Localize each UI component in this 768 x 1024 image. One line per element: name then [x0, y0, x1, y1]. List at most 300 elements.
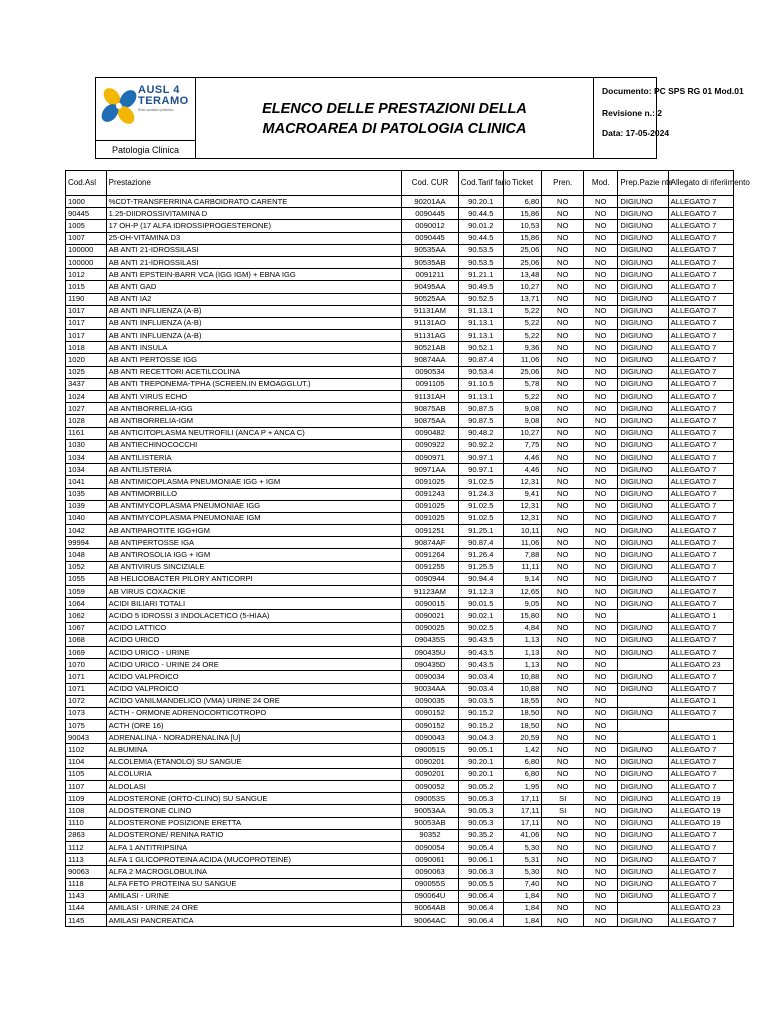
- title-line-2: MACROAREA DI PATOLOGIA CLINICA: [262, 120, 527, 137]
- col-header-mod: Mod.: [584, 171, 618, 196]
- cell-prep-paziente: DIGIUNO: [618, 793, 668, 805]
- cell-cod-asl: 1113: [66, 854, 107, 866]
- cell-prestazione: AB ANTI PERTOSSE IGG: [106, 354, 401, 366]
- cell-allegato: ALLEGATO 19: [668, 805, 733, 817]
- cell-prestazione: %CDT-TRANSFERRINA CARBOIDRATO CARENTE: [106, 196, 401, 208]
- cell-prestazione: AB ANTI 21-IDROSSILASI: [106, 256, 401, 268]
- table-row: [66, 512, 734, 524]
- cell-prep-paziente: DIGIUNO: [618, 488, 668, 500]
- cell-ticket: 10,88: [503, 683, 542, 695]
- cell-cod-cur: 0090025: [402, 622, 459, 634]
- cell-ticket: 6,80: [503, 756, 542, 768]
- cell-prep-paziente: DIGIUNO: [618, 598, 668, 610]
- cell-allegato: ALLEGATO 7: [668, 561, 733, 573]
- cell-cod-asl: 1052: [66, 561, 107, 573]
- cell-ticket: 13,71: [503, 293, 542, 305]
- cell-cod-tariffario: 90.87.5: [458, 415, 503, 427]
- cell-prep-paziente: DIGIUNO: [618, 512, 668, 524]
- cell-prestazione: ACTH (ORE 16): [106, 720, 401, 732]
- cell-cod-asl: 1190: [66, 293, 107, 305]
- cell-mod: NO: [584, 744, 618, 756]
- table-row: [66, 378, 734, 390]
- cell-allegato: ALLEGATO 7: [668, 451, 733, 463]
- cell-prestazione: AB ANTIVIRUS SINCIZIALE: [106, 561, 401, 573]
- cell-allegato: ALLEGATO 7: [668, 488, 733, 500]
- cell-prestazione: ACIDO LATTICO: [106, 622, 401, 634]
- cell-prestazione: AB ANTI INSULA: [106, 342, 401, 354]
- cell-mod: NO: [584, 829, 618, 841]
- cell-cod-cur: 90053AB: [402, 817, 459, 829]
- cell-allegato: ALLEGATO 7: [668, 391, 733, 403]
- cell-ticket: 17,11: [503, 805, 542, 817]
- cell-cod-tariffario: 90.06.3: [458, 866, 503, 878]
- cell-cod-cur: 91123AM: [402, 586, 459, 598]
- cell-prep-paziente: DIGIUNO: [618, 561, 668, 573]
- cell-prestazione: ALDOSTERONE/ RENINA RATIO: [106, 829, 401, 841]
- cell-prep-paziente: DIGIUNO: [618, 549, 668, 561]
- cell-mod: NO: [584, 720, 618, 732]
- table-row: [66, 695, 734, 707]
- cell-ticket: 4,84: [503, 622, 542, 634]
- cell-mod: NO: [584, 561, 618, 573]
- cell-mod: NO: [584, 683, 618, 695]
- cell-cod-cur: 0090061: [402, 854, 459, 866]
- cell-prep-paziente: DIGIUNO: [618, 768, 668, 780]
- cell-allegato: ALLEGATO 7: [668, 439, 733, 451]
- col-header-prep-paziente: Prep.Pazie nte: [618, 171, 668, 196]
- cell-prestazione: AB ANTIBORRELIA-IGG: [106, 403, 401, 415]
- cell-mod: NO: [584, 317, 618, 329]
- cell-prep-paziente: DIGIUNO: [618, 342, 668, 354]
- cell-cod-tariffario: 90.05.1: [458, 744, 503, 756]
- cell-cod-cur: 090051S: [402, 744, 459, 756]
- cell-mod: NO: [584, 768, 618, 780]
- cell-prestazione: AB ANTIECHINOCOCCHI: [106, 439, 401, 451]
- cell-prestazione: 1.25-DIIDROSSIVITAMINA D: [106, 208, 401, 220]
- cell-cod-asl: 1064: [66, 598, 107, 610]
- cell-cod-asl: 1118: [66, 878, 107, 890]
- logo-text-teramo: TERAMO: [138, 95, 189, 107]
- document-date: Data: 17-05-2024: [602, 128, 670, 138]
- cell-cod-tariffario: 91.13.1: [458, 330, 503, 342]
- cell-prep-paziente: [618, 659, 668, 671]
- cell-cod-tariffario: 90.53.5: [458, 256, 503, 268]
- cell-cod-tariffario: 90.04.3: [458, 732, 503, 744]
- cell-ticket: 25,06: [503, 256, 542, 268]
- cell-prep-paziente: DIGIUNO: [618, 415, 668, 427]
- cell-mod: NO: [584, 451, 618, 463]
- table-row: [66, 744, 734, 756]
- cell-cod-asl: 1062: [66, 610, 107, 622]
- cell-allegato: [668, 720, 733, 732]
- cell-allegato: ALLEGATO 23: [668, 659, 733, 671]
- cell-cod-tariffario: 91.12.3: [458, 586, 503, 598]
- cell-pren: NO: [542, 659, 584, 671]
- cell-cod-asl: 1071: [66, 671, 107, 683]
- cell-prep-paziente: DIGIUNO: [618, 500, 668, 512]
- cell-ticket: 17,11: [503, 793, 542, 805]
- cell-prestazione: ALFA 2 MACROGLOBULINA: [106, 866, 401, 878]
- cell-cod-tariffario: 90.97.1: [458, 451, 503, 463]
- cell-mod: NO: [584, 232, 618, 244]
- cell-allegato: ALLEGATO 7: [668, 841, 733, 853]
- cell-prestazione: AMILASI - URINE 24 ORE: [106, 902, 401, 914]
- col-header-prestazione: Prestazione: [106, 171, 401, 196]
- cell-pren: NO: [542, 415, 584, 427]
- cell-mod: NO: [584, 403, 618, 415]
- cell-cod-cur: 90875AA: [402, 415, 459, 427]
- cell-ticket: 9,08: [503, 403, 542, 415]
- cell-prep-paziente: DIGIUNO: [618, 646, 668, 658]
- cell-cod-tariffario: 90.87.5: [458, 403, 503, 415]
- cell-cod-tariffario: 91.02.5: [458, 476, 503, 488]
- cell-pren: NO: [542, 196, 584, 208]
- table-row: [66, 841, 734, 853]
- cell-cod-asl: 1143: [66, 890, 107, 902]
- cell-allegato: ALLEGATO 7: [668, 744, 733, 756]
- table-row: [66, 244, 734, 256]
- table-row: [66, 610, 734, 622]
- table-row: [66, 683, 734, 695]
- cell-cod-asl: 1035: [66, 488, 107, 500]
- cell-allegato: ALLEGATO 7: [668, 781, 733, 793]
- cell-ticket: 12,31: [503, 500, 542, 512]
- cell-pren: NO: [542, 464, 584, 476]
- cell-mod: NO: [584, 878, 618, 890]
- cell-cod-tariffario: 90.43.5: [458, 646, 503, 658]
- cell-cod-tariffario: 91.26.4: [458, 549, 503, 561]
- cell-cod-asl: 1027: [66, 403, 107, 415]
- table-row: [66, 793, 734, 805]
- cell-prep-paziente: DIGIUNO: [618, 866, 668, 878]
- cell-cod-asl: 1040: [66, 512, 107, 524]
- cell-allegato: ALLEGATO 7: [668, 403, 733, 415]
- cell-mod: NO: [584, 415, 618, 427]
- cell-prestazione: AB ANTICITOPLASMA NEUTROFILI (ANCA P + ANCA C): [106, 427, 401, 439]
- cell-cod-tariffario: 90.49.5: [458, 281, 503, 293]
- cell-cod-asl: 1007: [66, 232, 107, 244]
- cell-pren: NO: [542, 208, 584, 220]
- cell-cod-cur: 90535AB: [402, 256, 459, 268]
- cell-ticket: 18,50: [503, 707, 542, 719]
- cell-mod: NO: [584, 610, 618, 622]
- cell-prestazione: AB ANTI VIRUS ECHO: [106, 391, 401, 403]
- cell-prestazione: ALDOSTERONE POSIZIONE ERETTA: [106, 817, 401, 829]
- cell-cod-tariffario: 91.13.1: [458, 317, 503, 329]
- cell-cod-cur: 90525AA: [402, 293, 459, 305]
- cell-mod: NO: [584, 866, 618, 878]
- cell-cod-asl: 1104: [66, 756, 107, 768]
- cell-allegato: ALLEGATO 7: [668, 354, 733, 366]
- cell-allegato: ALLEGATO 7: [668, 208, 733, 220]
- cell-cod-cur: 0090054: [402, 841, 459, 853]
- cell-cod-asl: 1075: [66, 720, 107, 732]
- cell-ticket: 25,06: [503, 244, 542, 256]
- cell-prestazione: ACIDO 5 IDROSSI 3 INDOLACETICO (5-HIAA): [106, 610, 401, 622]
- cell-cod-cur: 0090012: [402, 220, 459, 232]
- cell-mod: NO: [584, 342, 618, 354]
- cell-prep-paziente: DIGIUNO: [618, 269, 668, 281]
- cell-cod-tariffario: 90.35.2: [458, 829, 503, 841]
- cell-ticket: 10,53: [503, 220, 542, 232]
- cell-prep-paziente: DIGIUNO: [618, 744, 668, 756]
- cell-cod-asl: 1105: [66, 768, 107, 780]
- cell-mod: NO: [584, 890, 618, 902]
- cell-cod-cur: 90201AA: [402, 196, 459, 208]
- cell-mod: NO: [584, 500, 618, 512]
- table-row: [66, 756, 734, 768]
- cell-cod-cur: 90535AA: [402, 244, 459, 256]
- cell-pren: NO: [542, 610, 584, 622]
- cell-cod-cur: 90053AA: [402, 805, 459, 817]
- cell-pren: NO: [542, 695, 584, 707]
- cell-allegato: ALLEGATO 23: [668, 902, 733, 914]
- cell-cod-asl: 1067: [66, 622, 107, 634]
- cell-cod-cur: 0090482: [402, 427, 459, 439]
- cell-prestazione: ACIDI BILIARI TOTALI: [106, 598, 401, 610]
- cell-cod-tariffario: 90.48.2: [458, 427, 503, 439]
- cell-cod-asl: 1034: [66, 464, 107, 476]
- cell-pren: NO: [542, 317, 584, 329]
- table-row: [66, 781, 734, 793]
- cell-prestazione: AB ANTI GAD: [106, 281, 401, 293]
- cell-cod-cur: 0090201: [402, 768, 459, 780]
- cell-prep-paziente: DIGIUNO: [618, 220, 668, 232]
- cell-pren: NO: [542, 488, 584, 500]
- cell-ticket: 20,59: [503, 732, 542, 744]
- cell-cod-cur: 0090015: [402, 598, 459, 610]
- cell-mod: NO: [584, 488, 618, 500]
- cell-prestazione: AB ANTI INFLUENZA (A-B): [106, 330, 401, 342]
- cell-allegato: ALLEGATO 7: [668, 378, 733, 390]
- table-row: [66, 634, 734, 646]
- table-row: [66, 817, 734, 829]
- cell-pren: NO: [542, 451, 584, 463]
- cell-cod-tariffario: 90.52.1: [458, 342, 503, 354]
- col-header-pren: Pren.: [542, 171, 584, 196]
- cell-mod: NO: [584, 805, 618, 817]
- cell-cod-asl: 100000: [66, 244, 107, 256]
- cell-pren: NO: [542, 671, 584, 683]
- cell-cod-cur: 0091211: [402, 269, 459, 281]
- cell-ticket: 11,11: [503, 561, 542, 573]
- cell-pren: NO: [542, 439, 584, 451]
- document-title: [196, 78, 594, 159]
- cell-allegato: ALLEGATO 7: [668, 829, 733, 841]
- cell-cod-cur: 0090445: [402, 208, 459, 220]
- cell-cod-tariffario: 90.20.1: [458, 768, 503, 780]
- cell-ticket: 1,13: [503, 646, 542, 658]
- table-row: [66, 403, 734, 415]
- cell-prep-paziente: DIGIUNO: [618, 244, 668, 256]
- cell-pren: NO: [542, 817, 584, 829]
- cell-cod-tariffario: 90.05.4: [458, 841, 503, 853]
- cell-pren: NO: [542, 720, 584, 732]
- cell-ticket: 10,11: [503, 525, 542, 537]
- cell-cod-tariffario: 90.97.1: [458, 464, 503, 476]
- cell-mod: NO: [584, 537, 618, 549]
- cell-cod-tariffario: 90.02.5: [458, 622, 503, 634]
- logo-tagline: Ente sanitario pubblico: [138, 108, 174, 112]
- cell-mod: NO: [584, 781, 618, 793]
- logo-text-ausl: AUSL 4: [138, 84, 180, 96]
- cell-allegato: ALLEGATO 7: [668, 586, 733, 598]
- cell-pren: NO: [542, 866, 584, 878]
- cell-ticket: 1,84: [503, 902, 542, 914]
- cell-cod-asl: 1025: [66, 366, 107, 378]
- cell-prestazione: ADRENALINA - NORADRENALINA [U]: [106, 732, 401, 744]
- cell-mod: NO: [584, 915, 618, 927]
- cell-pren: NO: [542, 744, 584, 756]
- table-row: [66, 305, 734, 317]
- table-row: [66, 256, 734, 268]
- col-header-cod-cur: Cod. CUR: [402, 171, 459, 196]
- cell-ticket: 1,84: [503, 890, 542, 902]
- cell-allegato: ALLEGATO 1: [668, 695, 733, 707]
- cell-allegato: ALLEGATO 7: [668, 244, 733, 256]
- table-row: [66, 330, 734, 342]
- cell-prep-paziente: DIGIUNO: [618, 305, 668, 317]
- cell-ticket: 9,08: [503, 415, 542, 427]
- table-row: [66, 598, 734, 610]
- table-row: [66, 586, 734, 598]
- cell-prep-paziente: DIGIUNO: [618, 573, 668, 585]
- cell-prestazione: ALCOLEMIA (ETANOLO) SU SANGUE: [106, 756, 401, 768]
- cell-mod: NO: [584, 671, 618, 683]
- cell-cod-asl: 1017: [66, 330, 107, 342]
- cell-prep-paziente: DIGIUNO: [618, 890, 668, 902]
- cell-mod: NO: [584, 549, 618, 561]
- cell-allegato: ALLEGATO 7: [668, 683, 733, 695]
- cell-pren: NO: [542, 915, 584, 927]
- cell-pren: NO: [542, 500, 584, 512]
- cell-allegato: ALLEGATO 7: [668, 500, 733, 512]
- cell-mod: NO: [584, 281, 618, 293]
- cell-pren: NO: [542, 878, 584, 890]
- cell-pren: NO: [542, 391, 584, 403]
- cell-allegato: ALLEGATO 7: [668, 878, 733, 890]
- cell-pren: NO: [542, 707, 584, 719]
- cell-ticket: 4,46: [503, 451, 542, 463]
- cell-allegato: ALLEGATO 7: [668, 415, 733, 427]
- cell-prep-paziente: DIGIUNO: [618, 476, 668, 488]
- cell-prestazione: ALDOSTERONE (ORTO-CLINO) SU SANGUE: [106, 793, 401, 805]
- cell-allegato: ALLEGATO 7: [668, 427, 733, 439]
- cell-pren: NO: [542, 537, 584, 549]
- cell-allegato: ALLEGATO 7: [668, 256, 733, 268]
- cell-pren: NO: [542, 561, 584, 573]
- cell-prestazione: ACIDO URICO - URINE: [106, 646, 401, 658]
- cell-prep-paziente: DIGIUNO: [618, 208, 668, 220]
- cell-allegato: ALLEGATO 7: [668, 634, 733, 646]
- cell-prep-paziente: DIGIUNO: [618, 403, 668, 415]
- cell-ticket: 15,86: [503, 232, 542, 244]
- cell-ticket: 5,78: [503, 378, 542, 390]
- cell-pren: NO: [542, 256, 584, 268]
- cell-prep-paziente: DIGIUNO: [618, 781, 668, 793]
- cell-mod: NO: [584, 841, 618, 853]
- cell-prep-paziente: DIGIUNO: [618, 683, 668, 695]
- cell-prep-paziente: DIGIUNO: [618, 622, 668, 634]
- cell-prep-paziente: DIGIUNO: [618, 841, 668, 853]
- cell-cod-cur: 91131AH: [402, 391, 459, 403]
- cell-mod: NO: [584, 573, 618, 585]
- cell-mod: NO: [584, 707, 618, 719]
- cell-cod-tariffario: 90.01.5: [458, 598, 503, 610]
- cell-pren: NO: [542, 829, 584, 841]
- cell-ticket: 15,80: [503, 610, 542, 622]
- cell-cod-tariffario: 91.13.1: [458, 305, 503, 317]
- table-row: [66, 707, 734, 719]
- cell-cod-cur: 0090021: [402, 610, 459, 622]
- table-row: [66, 196, 734, 208]
- table-row: [66, 890, 734, 902]
- cell-allegato: ALLEGATO 7: [668, 671, 733, 683]
- cell-prestazione: AB ANTI 21-IDROSSILASI: [106, 244, 401, 256]
- cell-cod-cur: 0091025: [402, 500, 459, 512]
- cell-mod: NO: [584, 634, 618, 646]
- cell-cod-cur: 91131AO: [402, 317, 459, 329]
- table-row: [66, 415, 734, 427]
- cell-cod-tariffario: 90.53.5: [458, 244, 503, 256]
- cell-ticket: 12,65: [503, 586, 542, 598]
- cell-prep-paziente: DIGIUNO: [618, 366, 668, 378]
- cell-prestazione: AB ANTIROSOLIA IGG + IGM: [106, 549, 401, 561]
- cell-allegato: ALLEGATO 7: [668, 305, 733, 317]
- cell-prep-paziente: DIGIUNO: [618, 317, 668, 329]
- cell-prestazione: ALDOLASI: [106, 781, 401, 793]
- cell-prep-paziente: DIGIUNO: [618, 805, 668, 817]
- cell-cod-tariffario: 91.21.1: [458, 269, 503, 281]
- cell-cod-cur: 0091025: [402, 512, 459, 524]
- cell-cod-tariffario: 90.01.2: [458, 220, 503, 232]
- cell-allegato: ALLEGATO 7: [668, 330, 733, 342]
- cell-prep-paziente: [618, 902, 668, 914]
- cell-ticket: 10,27: [503, 281, 542, 293]
- cell-cod-cur: 90971AA: [402, 464, 459, 476]
- cell-cod-tariffario: 90.03.4: [458, 683, 503, 695]
- cell-prep-paziente: DIGIUNO: [618, 756, 668, 768]
- cell-allegato: ALLEGATO 7: [668, 366, 733, 378]
- cell-prep-paziente: [618, 695, 668, 707]
- cell-ticket: 18,55: [503, 695, 542, 707]
- cell-allegato: ALLEGATO 7: [668, 269, 733, 281]
- cell-cod-asl: 2863: [66, 829, 107, 841]
- cell-cod-tariffario: 90.02.1: [458, 610, 503, 622]
- cell-prestazione: AB ANTIPAROTITE IGG+IGM: [106, 525, 401, 537]
- cell-allegato: ALLEGATO 7: [668, 196, 733, 208]
- col-header-ticket: Ticket: [503, 171, 542, 196]
- cell-cod-tariffario: 91.13.1: [458, 391, 503, 403]
- cell-cod-asl: 1000: [66, 196, 107, 208]
- table-row: [66, 537, 734, 549]
- cell-cod-asl: 1161: [66, 427, 107, 439]
- cell-prep-paziente: DIGIUNO: [618, 196, 668, 208]
- cell-mod: NO: [584, 378, 618, 390]
- cell-pren: NO: [542, 305, 584, 317]
- cell-ticket: 5,22: [503, 330, 542, 342]
- cell-cod-asl: 99994: [66, 537, 107, 549]
- cell-cod-asl: 1070: [66, 659, 107, 671]
- cell-mod: NO: [584, 476, 618, 488]
- cell-prestazione: AB ANTILISTERIA: [106, 464, 401, 476]
- cell-prep-paziente: DIGIUNO: [618, 439, 668, 451]
- cell-cod-asl: 1030: [66, 439, 107, 451]
- table-row: [66, 720, 734, 732]
- cell-cod-cur: 0091251: [402, 525, 459, 537]
- cell-prestazione: ACIDO URICO - URINE 24 ORE: [106, 659, 401, 671]
- cell-cod-asl: 1110: [66, 817, 107, 829]
